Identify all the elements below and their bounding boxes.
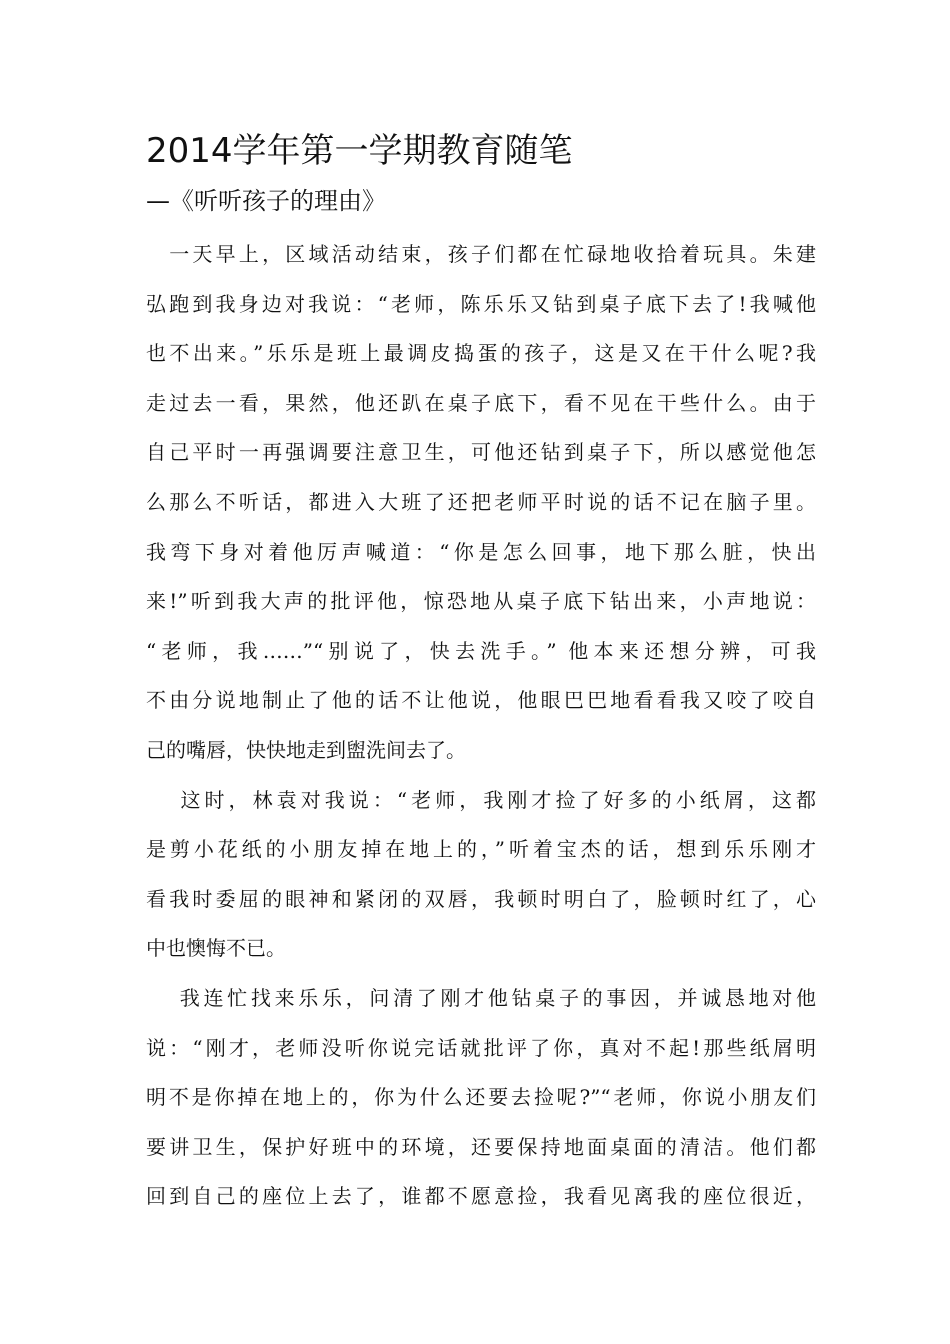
text-line: 这时，林袁对我说：“老师，我刚才捡了好多的小纸屑，这都 [146, 787, 816, 812]
text-line: 自己平时一再强调要注意卫生，可他还钻到桌子下，所以感觉他怎 [146, 440, 816, 465]
text-line: 来!”听到我大声的批评他，惊恐地从桌子底下钻出来，小声地说： [146, 589, 816, 614]
text-line: 也不出来。”乐乐是班上最调皮捣蛋的孩子，这是又在干什么呢?我 [146, 341, 816, 366]
text-line: 一天早上，区域活动结束，孩子们都在忙碌地收拾着玩具。朱建 [146, 242, 816, 266]
text-line: 不由分说地制止了他的话不让他说，他眼巴巴地看看我又咬了咬自 [146, 688, 816, 713]
text-line: 我弯下身对着他厉声喊道：“你是怎么回事，地下那么脏，快出 [146, 539, 816, 564]
text-line: 是剪小花纸的小朋友掉在地上的，”听着宝杰的话，想到乐乐刚才 [146, 837, 816, 862]
text-line: 么那么不听话，都进入大班了还把老师平时说的话不记在脑子里。 [146, 489, 816, 514]
text-line: 回到自己的座位上去了，谁都不愿意捡，我看见离我的座位很近， [146, 1184, 816, 1209]
text-line: 说：“刚才，老师没听你说完话就批评了你，真对不起!那些纸屑明 [146, 1035, 816, 1060]
text-line: 走过去一看，果然，他还趴在桌子底下，看不见在干些什么。由于 [146, 390, 816, 415]
document-title: 2014学年第一学期教育随笔 [146, 131, 573, 171]
text-line: 中也懊悔不已。 [146, 936, 286, 961]
document-body [146, 230, 816, 1222]
text-line: 弘跑到我身边对我说：“老师，陈乐乐又钻到桌子底下去了!我喊他 [146, 291, 816, 316]
text-line: 看我时委屈的眼神和紧闭的双唇，我顿时明白了，脸顿时红了，心 [146, 886, 816, 911]
text-line: 我连忙找来乐乐，问清了刚才他钻桌子的事因，并诚恳地对他 [146, 985, 816, 1010]
text-line: 明不是你掉在地上的，你为什么还要去捡呢?”“老师，你说小朋友们 [146, 1085, 816, 1110]
text-line: 己的嘴唇，快快地走到盥洗间去了。 [146, 737, 466, 762]
document-subtitle: —《听听孩子的理由》 [146, 187, 386, 215]
text-line: 要讲卫生，保护好班中的环境，还要保持地面桌面的清洁。他们都 [146, 1134, 816, 1159]
text-line: “老师，我……”“别说了，快去洗手。” 他本来还想分辨，可我 [146, 638, 816, 663]
